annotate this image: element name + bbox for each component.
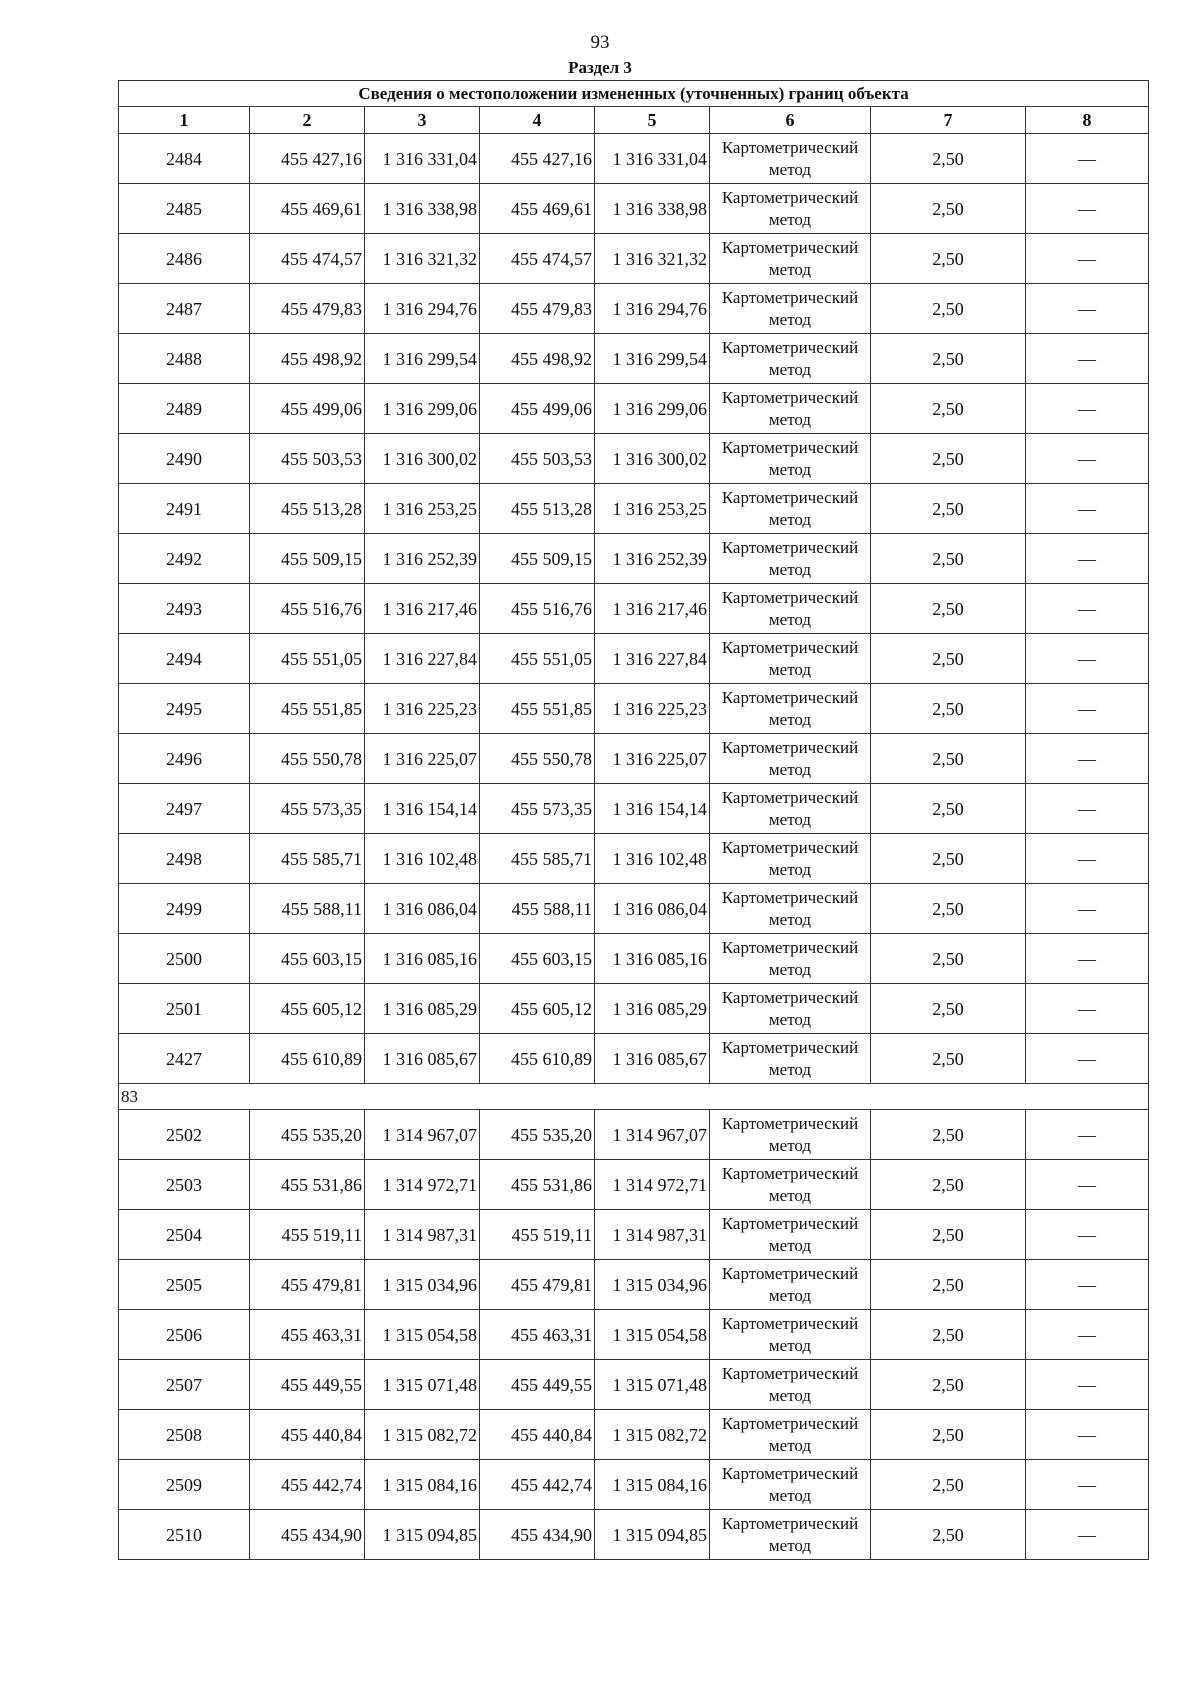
coord-col5-cell: 1 315 071,48 [595, 1360, 710, 1410]
col8-cell: — [1026, 1510, 1149, 1560]
table-row [119, 284, 1149, 334]
accuracy-cell: 2,50 [871, 284, 1026, 334]
coord-col3-cell: 1 316 294,76 [365, 284, 480, 334]
accuracy-cell: 2,50 [871, 184, 1026, 234]
coord-col5-cell: 1 316 225,23 [595, 684, 710, 734]
method-cell: Картометрический метод [710, 1210, 871, 1260]
point-number-cell: 2510 [119, 1510, 250, 1560]
coord-col2-cell: 455 535,20 [250, 1110, 365, 1160]
coord-col2-cell: 455 479,81 [250, 1260, 365, 1310]
coord-col4-cell: 455 535,20 [480, 1110, 595, 1160]
method-cell: Картометрический метод [710, 734, 871, 784]
table-row [119, 1460, 1149, 1510]
coord-col3-cell: 1 316 225,23 [365, 684, 480, 734]
coord-col4-cell: 455 440,84 [480, 1410, 595, 1460]
coord-col3-cell: 1 316 154,14 [365, 784, 480, 834]
coord-col4-cell: 455 474,57 [480, 234, 595, 284]
coord-col3-cell: 1 316 253,25 [365, 484, 480, 534]
method-cell: Картометрический метод [710, 484, 871, 534]
coord-col4-cell: 455 479,83 [480, 284, 595, 334]
point-number-cell: 2509 [119, 1460, 250, 1510]
accuracy-cell: 2,50 [871, 884, 1026, 934]
coord-col4-cell: 455 551,85 [480, 684, 595, 734]
col8-cell: — [1026, 784, 1149, 834]
coord-col2-cell: 455 442,74 [250, 1460, 365, 1510]
coord-col5-cell: 1 316 086,04 [595, 884, 710, 934]
col8-cell: — [1026, 484, 1149, 534]
coord-col5-cell: 1 316 294,76 [595, 284, 710, 334]
table-row [119, 1510, 1149, 1560]
col8-cell: — [1026, 1460, 1149, 1510]
point-number-cell: 2498 [119, 834, 250, 884]
point-number-cell: 2489 [119, 384, 250, 434]
point-number-cell: 2494 [119, 634, 250, 684]
coord-col2-cell: 455 440,84 [250, 1410, 365, 1460]
accuracy-cell: 2,50 [871, 434, 1026, 484]
table-row [119, 334, 1149, 384]
method-cell: Картометрический метод [710, 784, 871, 834]
coord-col5-cell: 1 316 338,98 [595, 184, 710, 234]
coord-col2-cell: 455 509,15 [250, 534, 365, 584]
table-row [119, 134, 1149, 184]
table-row [119, 784, 1149, 834]
column-number-5: 5 [595, 107, 710, 134]
coord-col4-cell: 455 531,86 [480, 1160, 595, 1210]
point-number-cell: 2507 [119, 1360, 250, 1410]
table-row [119, 584, 1149, 634]
table-row [119, 934, 1149, 984]
method-cell: Картометрический метод [710, 634, 871, 684]
coord-col5-cell: 1 316 300,02 [595, 434, 710, 484]
accuracy-cell: 2,50 [871, 584, 1026, 634]
table-caption: Сведения о местоположении измененных (уточненных) границ объекта [119, 81, 1149, 107]
point-number-cell: 2486 [119, 234, 250, 284]
accuracy-cell: 2,50 [871, 1460, 1026, 1510]
point-number-cell: 2490 [119, 434, 250, 484]
coord-col3-cell: 1 316 085,29 [365, 984, 480, 1034]
accuracy-cell: 2,50 [871, 384, 1026, 434]
accuracy-cell: 2,50 [871, 834, 1026, 884]
col8-cell: — [1026, 884, 1149, 934]
column-number-6: 6 [710, 107, 871, 134]
coord-col4-cell: 455 519,11 [480, 1210, 595, 1260]
method-cell: Картометрический метод [710, 684, 871, 734]
point-number-cell: 2503 [119, 1160, 250, 1210]
col8-cell: — [1026, 134, 1149, 184]
coord-col2-cell: 455 479,83 [250, 284, 365, 334]
point-number-cell: 2505 [119, 1260, 250, 1310]
table-row [119, 1110, 1149, 1160]
coord-col4-cell: 455 434,90 [480, 1510, 595, 1560]
coord-col3-cell: 1 315 094,85 [365, 1510, 480, 1560]
point-number-cell: 2502 [119, 1110, 250, 1160]
coord-col5-cell: 1 316 085,16 [595, 934, 710, 984]
method-cell: Картометрический метод [710, 284, 871, 334]
coord-col5-cell: 1 315 082,72 [595, 1410, 710, 1460]
accuracy-cell: 2,50 [871, 1210, 1026, 1260]
col8-cell: — [1026, 584, 1149, 634]
coord-col3-cell: 1 316 227,84 [365, 634, 480, 684]
table-row [119, 884, 1149, 934]
coord-col5-cell: 1 316 331,04 [595, 134, 710, 184]
coord-col5-cell: 1 316 299,06 [595, 384, 710, 434]
coord-col3-cell: 1 314 967,07 [365, 1110, 480, 1160]
accuracy-cell: 2,50 [871, 1510, 1026, 1560]
coord-col5-cell: 1 314 972,71 [595, 1160, 710, 1210]
method-cell: Картометрический метод [710, 134, 871, 184]
table-row [119, 984, 1149, 1034]
method-cell: Картометрический метод [710, 1034, 871, 1084]
column-number-3: 3 [365, 107, 480, 134]
point-number-cell: 2492 [119, 534, 250, 584]
accuracy-cell: 2,50 [871, 234, 1026, 284]
coord-col2-cell: 455 551,05 [250, 634, 365, 684]
boundary-coordinates-table [118, 80, 1149, 1560]
coord-col4-cell: 455 498,92 [480, 334, 595, 384]
method-cell: Картометрический метод [710, 834, 871, 884]
point-number-cell: 2497 [119, 784, 250, 834]
coord-col3-cell: 1 316 086,04 [365, 884, 480, 934]
coord-col5-cell: 1 316 102,48 [595, 834, 710, 884]
coord-col2-cell: 455 503,53 [250, 434, 365, 484]
table-row [119, 384, 1149, 434]
coord-col2-cell: 455 610,89 [250, 1034, 365, 1084]
coord-col2-cell: 455 469,61 [250, 184, 365, 234]
coord-col3-cell: 1 316 225,07 [365, 734, 480, 784]
point-number-cell: 2501 [119, 984, 250, 1034]
coord-col4-cell: 455 551,05 [480, 634, 595, 684]
coord-col4-cell: 455 509,15 [480, 534, 595, 584]
table-row [119, 1260, 1149, 1310]
table-row [119, 434, 1149, 484]
table-row [119, 1210, 1149, 1260]
accuracy-cell: 2,50 [871, 1410, 1026, 1460]
coord-col4-cell: 455 610,89 [480, 1034, 595, 1084]
col8-cell: — [1026, 234, 1149, 284]
group-label: 83 [119, 1084, 1149, 1110]
table-row [119, 684, 1149, 734]
col8-cell: — [1026, 1160, 1149, 1210]
point-number-cell: 2484 [119, 134, 250, 184]
point-number-cell: 2495 [119, 684, 250, 734]
col8-cell: — [1026, 1034, 1149, 1084]
group-label-row [119, 1084, 1149, 1110]
accuracy-cell: 2,50 [871, 1110, 1026, 1160]
coord-col2-cell: 455 498,92 [250, 334, 365, 384]
point-number-cell: 2496 [119, 734, 250, 784]
coord-col2-cell: 455 449,55 [250, 1360, 365, 1410]
coord-col4-cell: 455 463,31 [480, 1310, 595, 1360]
section-title: Раздел 3 [568, 58, 632, 77]
col8-cell: — [1026, 434, 1149, 484]
col8-cell: — [1026, 834, 1149, 884]
point-number-cell: 2506 [119, 1310, 250, 1360]
point-number-cell: 2493 [119, 584, 250, 634]
coord-col4-cell: 455 449,55 [480, 1360, 595, 1410]
accuracy-cell: 2,50 [871, 1160, 1026, 1210]
table-row [119, 484, 1149, 534]
coord-col3-cell: 1 315 082,72 [365, 1410, 480, 1460]
point-number-cell: 2491 [119, 484, 250, 534]
coord-col4-cell: 455 603,15 [480, 934, 595, 984]
table-row [119, 1410, 1149, 1460]
coord-col2-cell: 455 463,31 [250, 1310, 365, 1360]
point-number-cell: 2488 [119, 334, 250, 384]
coord-col3-cell: 1 316 331,04 [365, 134, 480, 184]
accuracy-cell: 2,50 [871, 1360, 1026, 1410]
method-cell: Картометрический метод [710, 1260, 871, 1310]
coord-col5-cell: 1 316 252,39 [595, 534, 710, 584]
coord-col3-cell: 1 315 034,96 [365, 1260, 480, 1310]
coord-col2-cell: 455 551,85 [250, 684, 365, 734]
accuracy-cell: 2,50 [871, 534, 1026, 584]
coord-col4-cell: 455 427,16 [480, 134, 595, 184]
column-number-7: 7 [871, 107, 1026, 134]
col8-cell: — [1026, 634, 1149, 684]
coord-col3-cell: 1 315 084,16 [365, 1460, 480, 1510]
coord-col2-cell: 455 605,12 [250, 984, 365, 1034]
method-cell: Картометрический метод [710, 884, 871, 934]
accuracy-cell: 2,50 [871, 134, 1026, 184]
table-row [119, 734, 1149, 784]
coord-col5-cell: 1 316 321,32 [595, 234, 710, 284]
point-number-cell: 2504 [119, 1210, 250, 1260]
coord-col5-cell: 1 316 085,29 [595, 984, 710, 1034]
coord-col5-cell: 1 316 227,84 [595, 634, 710, 684]
point-number-cell: 2427 [119, 1034, 250, 1084]
accuracy-cell: 2,50 [871, 684, 1026, 734]
method-cell: Картометрический метод [710, 1360, 871, 1410]
column-number-row [119, 107, 1149, 134]
method-cell: Картометрический метод [710, 334, 871, 384]
coord-col3-cell: 1 316 300,02 [365, 434, 480, 484]
table-body [119, 81, 1149, 1560]
coord-col5-cell: 1 316 154,14 [595, 784, 710, 834]
table-row [119, 634, 1149, 684]
accuracy-cell: 2,50 [871, 984, 1026, 1034]
coord-col3-cell: 1 314 987,31 [365, 1210, 480, 1260]
point-number-cell: 2500 [119, 934, 250, 984]
col8-cell: — [1026, 1210, 1149, 1260]
coord-col5-cell: 1 316 225,07 [595, 734, 710, 784]
accuracy-cell: 2,50 [871, 1260, 1026, 1310]
coord-col5-cell: 1 316 217,46 [595, 584, 710, 634]
coord-col3-cell: 1 316 217,46 [365, 584, 480, 634]
table-row [119, 1034, 1149, 1084]
method-cell: Картометрический метод [710, 234, 871, 284]
col8-cell: — [1026, 534, 1149, 584]
coord-col5-cell: 1 316 085,67 [595, 1034, 710, 1084]
accuracy-cell: 2,50 [871, 734, 1026, 784]
coord-col4-cell: 455 585,71 [480, 834, 595, 884]
coord-col2-cell: 455 516,76 [250, 584, 365, 634]
col8-cell: — [1026, 1310, 1149, 1360]
column-number-8: 8 [1026, 107, 1149, 134]
coord-col3-cell: 1 316 102,48 [365, 834, 480, 884]
col8-cell: — [1026, 1410, 1149, 1460]
coord-col5-cell: 1 316 299,54 [595, 334, 710, 384]
coord-col3-cell: 1 316 338,98 [365, 184, 480, 234]
coord-col4-cell: 455 588,11 [480, 884, 595, 934]
accuracy-cell: 2,50 [871, 334, 1026, 384]
coord-col3-cell: 1 315 071,48 [365, 1360, 480, 1410]
coord-col4-cell: 455 503,53 [480, 434, 595, 484]
accuracy-cell: 2,50 [871, 634, 1026, 684]
coord-col2-cell: 455 603,15 [250, 934, 365, 984]
col8-cell: — [1026, 384, 1149, 434]
coord-col3-cell: 1 316 252,39 [365, 534, 480, 584]
coord-col5-cell: 1 315 034,96 [595, 1260, 710, 1310]
coord-col2-cell: 455 513,28 [250, 484, 365, 534]
col8-cell: — [1026, 734, 1149, 784]
method-cell: Картометрический метод [710, 434, 871, 484]
point-number-cell: 2485 [119, 184, 250, 234]
col8-cell: — [1026, 1260, 1149, 1310]
column-number-4: 4 [480, 107, 595, 134]
table-row [119, 534, 1149, 584]
coord-col4-cell: 455 442,74 [480, 1460, 595, 1510]
method-cell: Картометрический метод [710, 1410, 871, 1460]
col8-cell: — [1026, 1360, 1149, 1410]
coord-col4-cell: 455 550,78 [480, 734, 595, 784]
coord-col3-cell: 1 316 299,06 [365, 384, 480, 434]
coord-col4-cell: 455 605,12 [480, 984, 595, 1034]
col8-cell: — [1026, 934, 1149, 984]
table-row [119, 834, 1149, 884]
coord-col3-cell: 1 316 299,54 [365, 334, 480, 384]
table-row [119, 184, 1149, 234]
point-number-cell: 2508 [119, 1410, 250, 1460]
coord-col2-cell: 455 427,16 [250, 134, 365, 184]
method-cell: Картометрический метод [710, 1310, 871, 1360]
col8-cell: — [1026, 284, 1149, 334]
method-cell: Картометрический метод [710, 1510, 871, 1560]
coord-col3-cell: 1 316 085,67 [365, 1034, 480, 1084]
coord-col2-cell: 455 550,78 [250, 734, 365, 784]
coord-col5-cell: 1 314 987,31 [595, 1210, 710, 1260]
col8-cell: — [1026, 184, 1149, 234]
col8-cell: — [1026, 1110, 1149, 1160]
coord-col2-cell: 455 585,71 [250, 834, 365, 884]
coord-col5-cell: 1 314 967,07 [595, 1110, 710, 1160]
coord-col5-cell: 1 315 094,85 [595, 1510, 710, 1560]
table-caption-row [119, 81, 1149, 107]
coord-col2-cell: 455 573,35 [250, 784, 365, 834]
coord-col2-cell: 455 588,11 [250, 884, 365, 934]
table-row [119, 234, 1149, 284]
page-number: 93 [590, 32, 610, 53]
col8-cell: — [1026, 984, 1149, 1034]
coord-col3-cell: 1 314 972,71 [365, 1160, 480, 1210]
coord-col4-cell: 455 479,81 [480, 1260, 595, 1310]
coord-col3-cell: 1 316 321,32 [365, 234, 480, 284]
method-cell: Картометрический метод [710, 1160, 871, 1210]
column-number-2: 2 [250, 107, 365, 134]
coord-col4-cell: 455 499,06 [480, 384, 595, 434]
column-number-1: 1 [119, 107, 250, 134]
method-cell: Картометрический метод [710, 1110, 871, 1160]
coord-col2-cell: 455 474,57 [250, 234, 365, 284]
method-cell: Картометрический метод [710, 1460, 871, 1510]
method-cell: Картометрический метод [710, 384, 871, 434]
accuracy-cell: 2,50 [871, 1310, 1026, 1360]
coord-col5-cell: 1 315 054,58 [595, 1310, 710, 1360]
method-cell: Картометрический метод [710, 184, 871, 234]
coord-col2-cell: 455 531,86 [250, 1160, 365, 1210]
accuracy-cell: 2,50 [871, 484, 1026, 534]
col8-cell: — [1026, 684, 1149, 734]
coord-col4-cell: 455 513,28 [480, 484, 595, 534]
method-cell: Картометрический метод [710, 584, 871, 634]
accuracy-cell: 2,50 [871, 784, 1026, 834]
coord-col4-cell: 455 516,76 [480, 584, 595, 634]
coord-col2-cell: 455 519,11 [250, 1210, 365, 1260]
coord-col2-cell: 455 434,90 [250, 1510, 365, 1560]
coord-col5-cell: 1 315 084,16 [595, 1460, 710, 1510]
coord-col3-cell: 1 315 054,58 [365, 1310, 480, 1360]
coord-col2-cell: 455 499,06 [250, 384, 365, 434]
point-number-cell: 2487 [119, 284, 250, 334]
coord-col4-cell: 455 573,35 [480, 784, 595, 834]
col8-cell: — [1026, 334, 1149, 384]
method-cell: Картометрический метод [710, 934, 871, 984]
method-cell: Картометрический метод [710, 534, 871, 584]
table-row [119, 1310, 1149, 1360]
accuracy-cell: 2,50 [871, 1034, 1026, 1084]
table-row [119, 1360, 1149, 1410]
point-number-cell: 2499 [119, 884, 250, 934]
table-row [119, 1160, 1149, 1210]
coord-col3-cell: 1 316 085,16 [365, 934, 480, 984]
coord-col5-cell: 1 316 253,25 [595, 484, 710, 534]
coord-col4-cell: 455 469,61 [480, 184, 595, 234]
accuracy-cell: 2,50 [871, 934, 1026, 984]
method-cell: Картометрический метод [710, 984, 871, 1034]
